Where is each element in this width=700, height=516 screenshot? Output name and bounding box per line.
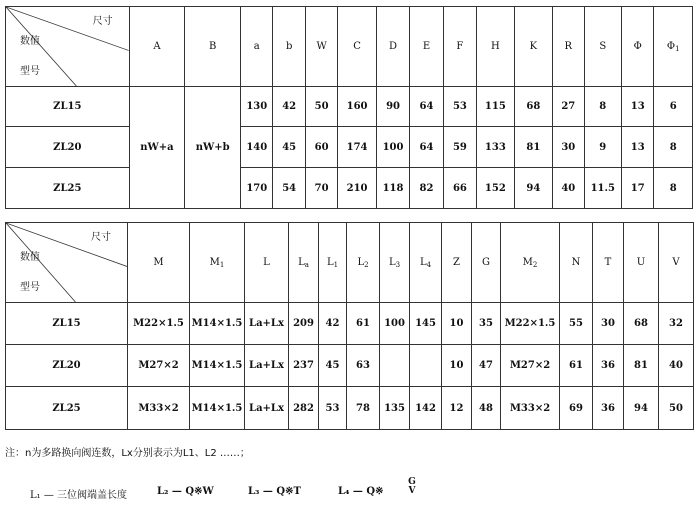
- value-cell: 140: [241, 127, 273, 168]
- value-cell: [410, 345, 442, 387]
- value-cell: 142: [410, 387, 442, 430]
- value-cell: 63: [347, 345, 380, 387]
- value-cell: 152: [477, 168, 514, 209]
- value-cell: 61: [347, 303, 380, 345]
- value-cell: 36: [593, 345, 624, 387]
- header-cell: [245, 223, 289, 303]
- model-cell: ZL20: [6, 127, 130, 168]
- header-text: L: [357, 257, 365, 268]
- value-cell: 47: [472, 345, 501, 387]
- value-cell: 130: [241, 87, 273, 127]
- header-cell: S: [584, 7, 621, 87]
- value-cell: M14×1.5: [190, 387, 245, 430]
- value-cell: 94: [624, 387, 659, 430]
- value-cell: 170: [241, 168, 273, 209]
- value-cell: 40: [553, 168, 584, 209]
- header-cell: [442, 223, 472, 303]
- value-cell: 133: [477, 127, 514, 168]
- corner-size-label: 尺寸: [91, 232, 111, 243]
- value-cell: 81: [624, 345, 659, 387]
- value-cell: 8: [654, 127, 693, 168]
- header-cell: [380, 223, 410, 303]
- header-cell: W: [305, 7, 337, 87]
- value-cell: 60: [305, 127, 337, 168]
- value-cell: 100: [380, 303, 410, 345]
- corner-size-label: 尺寸: [92, 16, 113, 27]
- value-cell: 50: [659, 387, 694, 430]
- header-text: L: [298, 257, 305, 268]
- header-text: L: [326, 257, 334, 268]
- value-cell: 237: [289, 345, 319, 387]
- spec-table-1: [5, 6, 693, 209]
- header-cell: [560, 223, 593, 303]
- value-cell: 160: [338, 87, 377, 127]
- header-cell: [319, 223, 347, 303]
- table-row: [6, 387, 694, 430]
- value-cell: M27×2: [501, 345, 560, 387]
- corner-value-label: 数值: [20, 252, 40, 263]
- header-cell: A: [129, 7, 185, 87]
- value-cell: 30: [553, 127, 584, 168]
- value-cell: 282: [289, 387, 319, 430]
- value-cell: 61: [560, 345, 593, 387]
- value-cell: M22×1.5: [128, 303, 190, 345]
- value-cell: 10: [442, 345, 472, 387]
- header-cell: [472, 223, 501, 303]
- value-cell: 9: [584, 127, 621, 168]
- value-cell: 45: [273, 127, 305, 168]
- value-cell: M14×1.5: [190, 303, 245, 345]
- b-formula-cell: nW+b: [185, 87, 241, 209]
- corner-model-label: 型号: [20, 282, 40, 293]
- value-cell: 32: [659, 303, 694, 345]
- value-cell: 82: [410, 168, 443, 209]
- formula-l4-fraction: [407, 478, 417, 496]
- header-subscript: 4: [426, 261, 432, 269]
- value-cell: 94: [514, 168, 553, 209]
- formula-l3: L₃ — Q※T: [248, 486, 301, 497]
- header-cell: F: [443, 7, 476, 87]
- value-cell: 59: [443, 127, 476, 168]
- value-cell: 145: [410, 303, 442, 345]
- header-cell: R: [553, 7, 584, 87]
- value-cell: 68: [514, 87, 553, 127]
- header-cell: [190, 223, 245, 303]
- value-cell: La+Lx: [245, 303, 289, 345]
- value-cell: 118: [376, 168, 409, 209]
- header-cell: [593, 223, 624, 303]
- table-row: [6, 303, 694, 345]
- header-subscript: a: [304, 261, 309, 269]
- value-cell: 13: [622, 87, 654, 127]
- value-cell: 55: [560, 303, 593, 345]
- value-cell: 11.5: [584, 168, 621, 209]
- value-cell: M22×1.5: [501, 303, 560, 345]
- header-text: M: [209, 257, 220, 268]
- value-cell: 115: [477, 87, 514, 127]
- value-cell: 30: [593, 303, 624, 345]
- value-cell: La+Lx: [245, 345, 289, 387]
- value-cell: 64: [410, 127, 443, 168]
- table-row: [6, 127, 693, 168]
- header-cell: D: [376, 7, 409, 87]
- header-subscript: 1: [219, 261, 225, 269]
- value-cell: 53: [443, 87, 476, 127]
- header-cell: K: [514, 7, 553, 87]
- header-text: L: [419, 257, 427, 268]
- value-cell: 68: [624, 303, 659, 345]
- header-cell: [501, 223, 560, 303]
- model-cell: ZL15: [6, 87, 130, 127]
- header-cell: [289, 223, 319, 303]
- header-text: G: [482, 257, 490, 268]
- value-cell: 6: [654, 87, 693, 127]
- value-cell: 69: [560, 387, 593, 430]
- header-cell: H: [477, 7, 514, 87]
- value-cell: 13: [622, 127, 654, 168]
- formula-l2: L₂ — Q※W: [157, 486, 214, 497]
- header-text: Z: [453, 257, 460, 268]
- value-cell: 54: [273, 168, 305, 209]
- a-formula-cell: nW+a: [129, 87, 185, 209]
- value-cell: 36: [593, 387, 624, 430]
- header-text: M: [522, 257, 533, 268]
- value-cell: M27×2: [128, 345, 190, 387]
- value-cell: 48: [472, 387, 501, 430]
- value-cell: 53: [319, 387, 347, 430]
- header-text: T: [604, 257, 612, 268]
- value-cell: 174: [338, 127, 377, 168]
- model-cell: ZL25: [6, 168, 130, 209]
- header-text: M: [153, 257, 164, 268]
- value-cell: 66: [443, 168, 476, 209]
- header-text: L: [263, 257, 270, 268]
- formula-l1: L₁ — 三位阀端盖长度: [30, 490, 128, 501]
- corner-header-cell: [6, 7, 130, 87]
- header-cell: [347, 223, 380, 303]
- value-cell: 27: [553, 87, 584, 127]
- header-text: V: [672, 257, 680, 268]
- value-cell: [380, 345, 410, 387]
- value-cell: La+Lx: [245, 387, 289, 430]
- header-cell: [128, 223, 190, 303]
- header-subscript: 2: [532, 261, 538, 269]
- value-cell: 100: [376, 127, 409, 168]
- fraction-top: G: [408, 477, 416, 487]
- header-text: L: [388, 257, 396, 268]
- header-cell: [654, 7, 693, 87]
- header-cell: C: [338, 7, 377, 87]
- value-cell: 135: [380, 387, 410, 430]
- value-cell: 70: [305, 168, 337, 209]
- value-cell: 40: [659, 345, 694, 387]
- value-cell: 209: [289, 303, 319, 345]
- value-cell: 17: [622, 168, 654, 209]
- footnote: 注：n为多路换向阀连数，Lx分别表示为L1、L2 ……；: [5, 448, 250, 459]
- model-cell: ZL25: [6, 387, 128, 430]
- header-cell: [624, 223, 659, 303]
- value-cell: 64: [410, 87, 443, 127]
- corner-value-label: 数值: [20, 36, 40, 47]
- table-row: [6, 87, 693, 127]
- header-subscript: 1: [675, 45, 680, 53]
- corner-model-label: 型号: [20, 66, 40, 77]
- header-cell: [659, 223, 694, 303]
- table-row: [6, 168, 693, 209]
- header-subscript: 3: [395, 261, 401, 269]
- table-row: [6, 345, 694, 387]
- table-header-row: [6, 7, 693, 87]
- value-cell: M14×1.5: [190, 345, 245, 387]
- formula-legend: [30, 478, 690, 504]
- header-cell: Φ: [622, 7, 654, 87]
- header-text: U: [636, 257, 646, 268]
- value-cell: 42: [319, 303, 347, 345]
- fraction-bottom: V: [408, 486, 416, 496]
- header-subscript: 2: [364, 261, 369, 269]
- header-cell: E: [410, 7, 443, 87]
- value-cell: 45: [319, 345, 347, 387]
- value-cell: M33×2: [501, 387, 560, 430]
- model-cell: ZL15: [6, 303, 128, 345]
- header-cell: a: [241, 7, 273, 87]
- value-cell: 81: [514, 127, 553, 168]
- header-cell: B: [185, 7, 241, 87]
- header-text: Φ: [666, 41, 676, 52]
- header-text: N: [571, 257, 581, 268]
- header-cell: b: [273, 7, 305, 87]
- value-cell: 210: [338, 168, 377, 209]
- value-cell: 42: [273, 87, 305, 127]
- value-cell: 50: [305, 87, 337, 127]
- formula-l4: L₄ — Q※: [338, 486, 384, 497]
- value-cell: 35: [472, 303, 501, 345]
- value-cell: 10: [442, 303, 472, 345]
- corner-header-cell: [6, 223, 128, 303]
- value-cell: 12: [442, 387, 472, 430]
- value-cell: 8: [584, 87, 621, 127]
- value-cell: 78: [347, 387, 380, 430]
- header-subscript: 1: [333, 261, 339, 269]
- model-cell: ZL20: [6, 345, 128, 387]
- value-cell: 90: [376, 87, 409, 127]
- header-cell: [410, 223, 442, 303]
- value-cell: M33×2: [128, 387, 190, 430]
- table-header-row: [6, 223, 694, 303]
- spec-table-2: [5, 222, 694, 430]
- value-cell: 8: [654, 168, 693, 209]
